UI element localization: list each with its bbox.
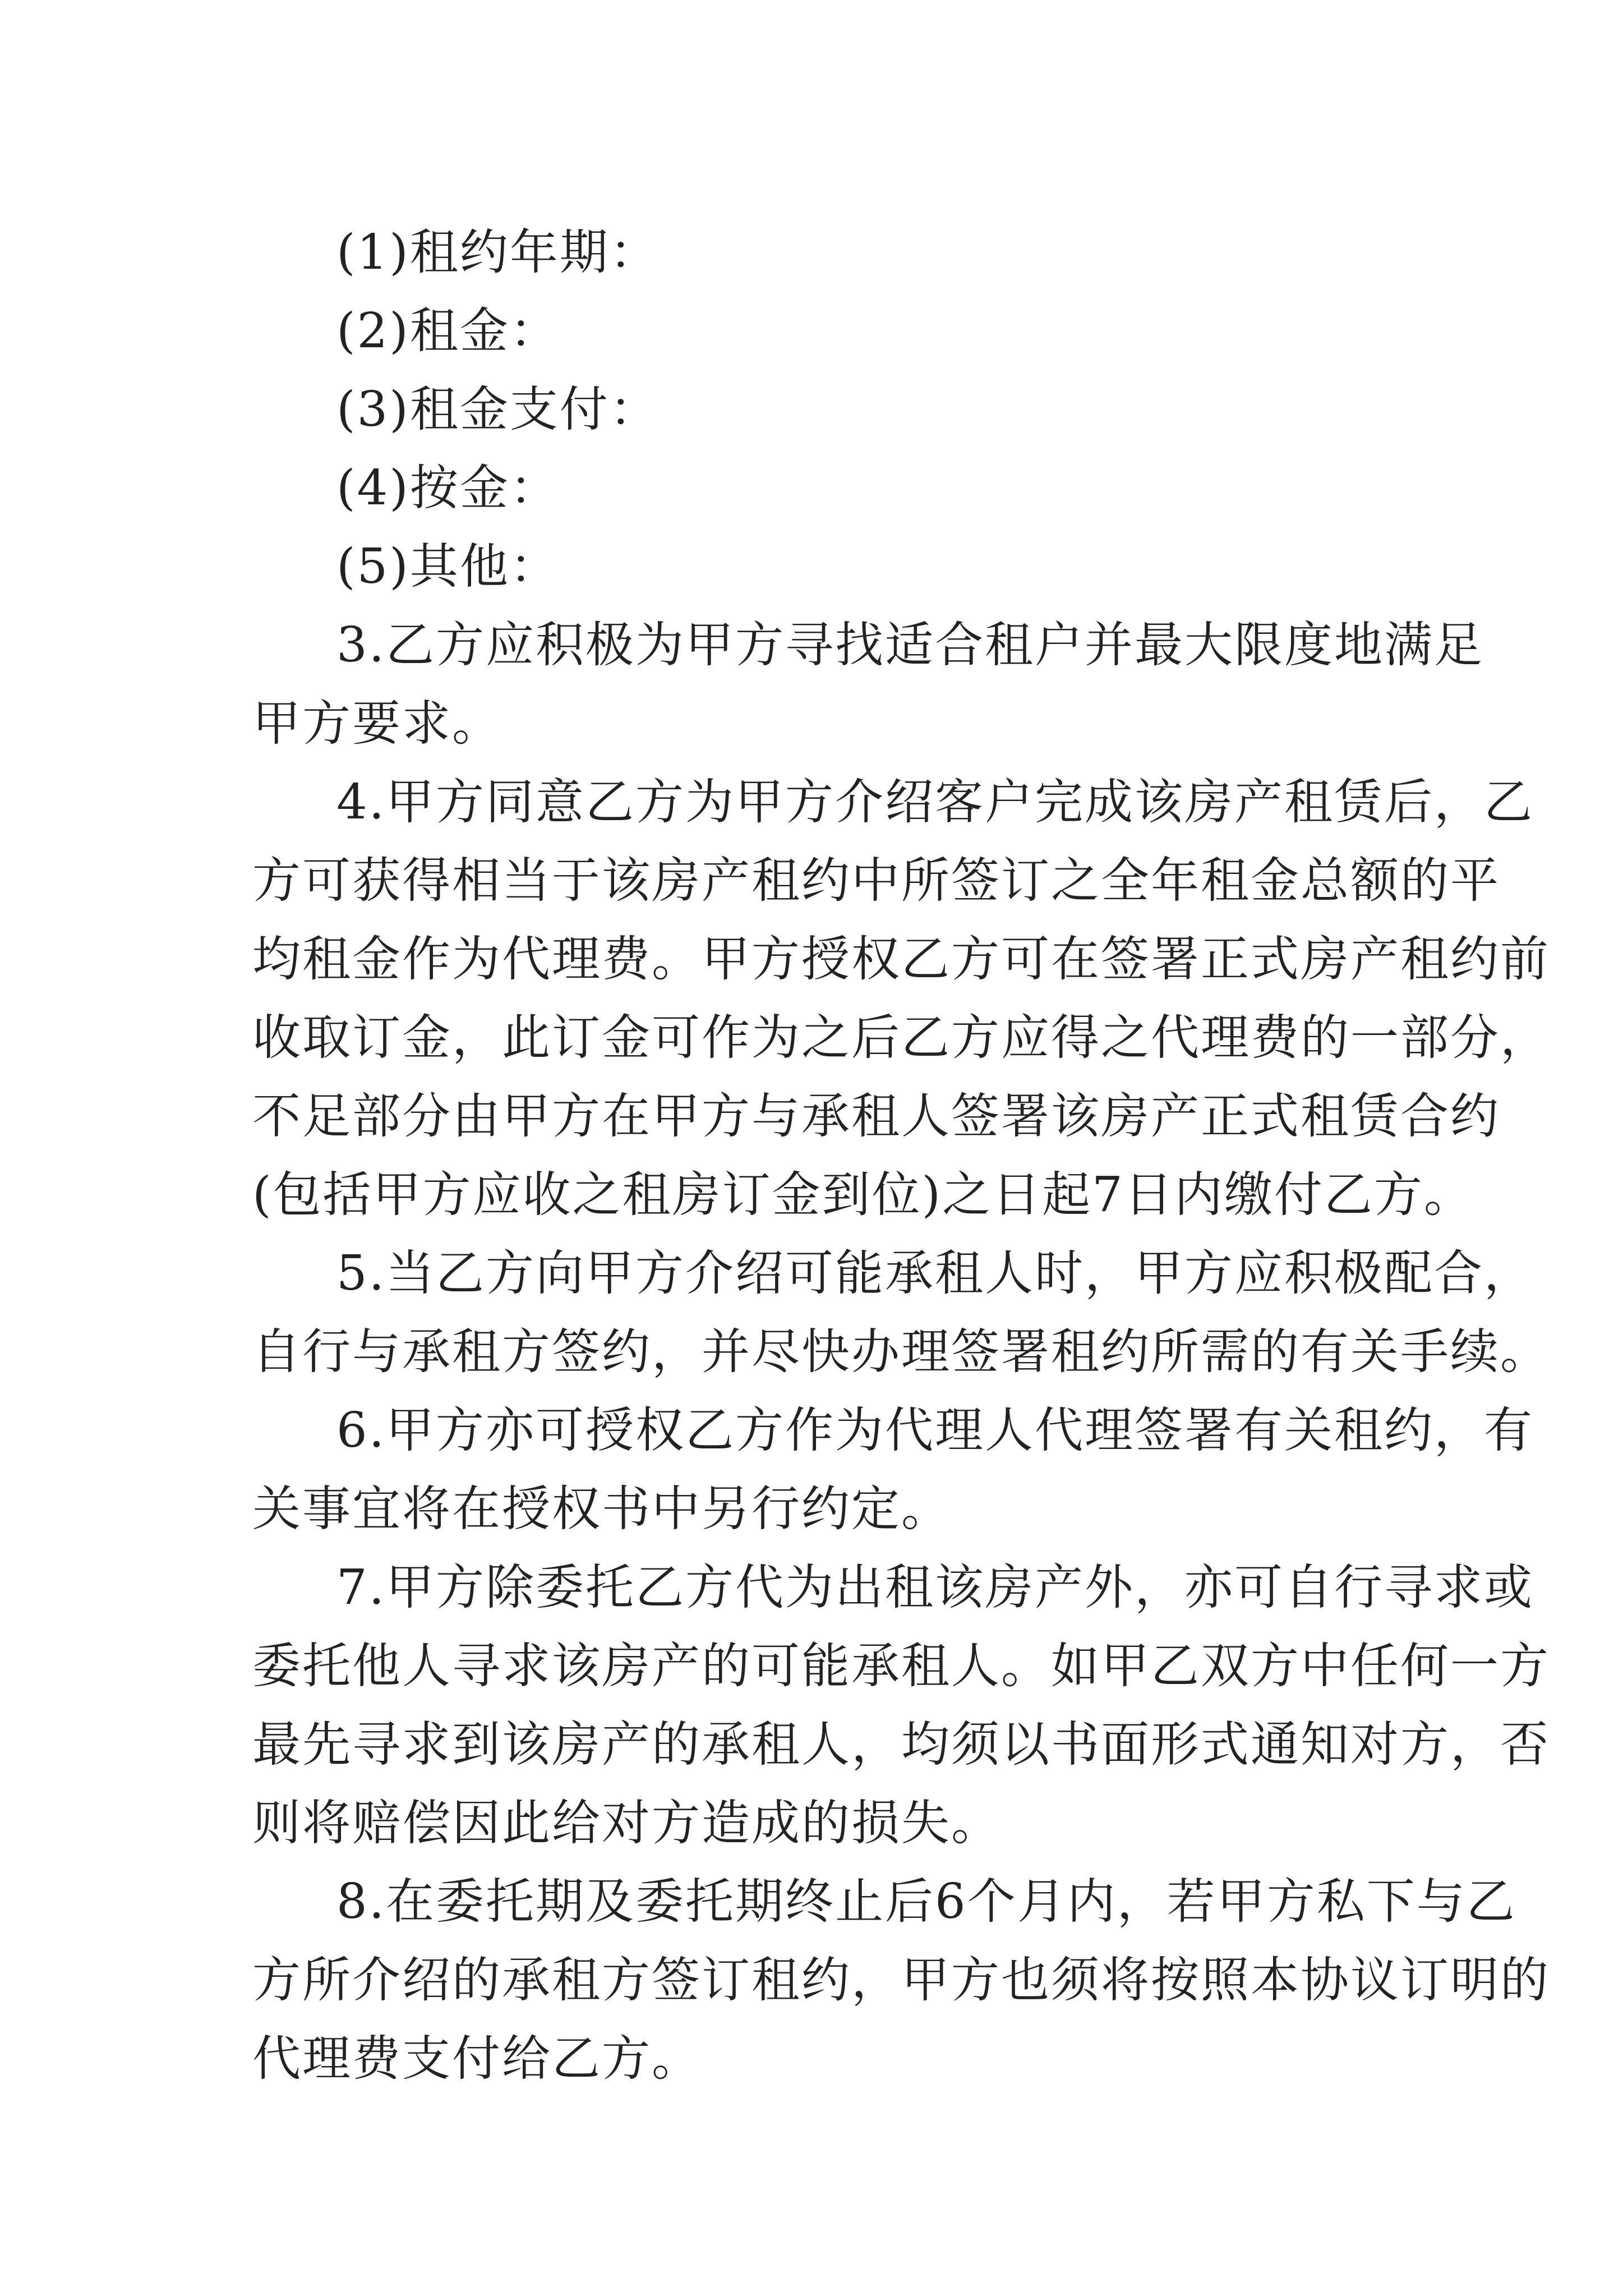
clause-line: 不足部分由甲方在甲方与承租人签署该房产正式租赁合约 (252, 1088, 1500, 1144)
clause-line: 5.当乙方向甲方介绍可能承租人时，甲方应积极配合， (336, 1245, 1534, 1301)
clause-5 (252, 1234, 1550, 1391)
clause-line: 6.甲方亦可授权乙方作为代理人代理签署有关租约，有 (336, 1402, 1534, 1458)
clause-line: 均租金作为代理费。甲方授权乙方可在签署正式房产租约前 (252, 931, 1550, 987)
clause-7 (252, 1548, 1550, 1862)
clause-line: 则将赔偿因此给对方造成的损失。 (252, 1795, 1001, 1851)
clause-line: 关事宜将在授权书中另行约定。 (252, 1481, 951, 1537)
clause-8 (252, 1862, 1550, 2098)
clause-line: 委托他人寻求该房产的可能承租人。如甲乙双方中任何一方 (252, 1638, 1550, 1694)
clause-line: 4.甲方同意乙方为甲方介绍客户完成该房产租赁后，乙 (336, 774, 1534, 830)
term-rent-payment: (3)租金支付： (336, 381, 660, 438)
clause-line: 最先寻求到该房产的承租人，均须以书面形式通知对方，否 (252, 1717, 1550, 1773)
term-other: (5)其他： (336, 539, 560, 595)
clause-line: 方可获得相当于该房产租约中所签订之全年租金总额的平 (252, 853, 1500, 909)
term-lease-period: (1)租约年期： (336, 224, 660, 280)
clause-line: 收取订金，此订金可作为之后乙方应得之代理费的一部分， (252, 1010, 1550, 1066)
clause-line: 自行与承租方签约，并尽快办理签署租约所需的有关手续。 (252, 1324, 1550, 1380)
clause-line: 方所介绍的承租方签订租约，甲方也须将按照本协议订明的 (252, 1952, 1550, 2008)
clause-3 (252, 606, 1484, 763)
clause-line: 8.在委托期及委托期终止后6个月内，若甲方私下与乙 (336, 1874, 1516, 1930)
rental-terms-list (252, 213, 1374, 606)
clause-line: 甲方要求。 (252, 696, 502, 752)
term-deposit: (4)按金： (336, 460, 560, 516)
clause-line: 3.乙方应积极为甲方寻找适合租户并最大限度地满足 (336, 617, 1484, 673)
clause-line: 代理费支付给乙方。 (252, 2031, 702, 2087)
term-rent: (2)租金： (336, 303, 560, 359)
clause-4 (252, 763, 1550, 1234)
clause-line: 7.甲方除委托乙方代为出租该房产外，亦可自行寻求或 (336, 1559, 1534, 1616)
clause-6 (252, 1391, 1534, 1548)
clause-line: (包括甲方应收之租房订金到位)之日起7日内缴付乙方。 (252, 1167, 1474, 1223)
document-page (252, 213, 1550, 2098)
